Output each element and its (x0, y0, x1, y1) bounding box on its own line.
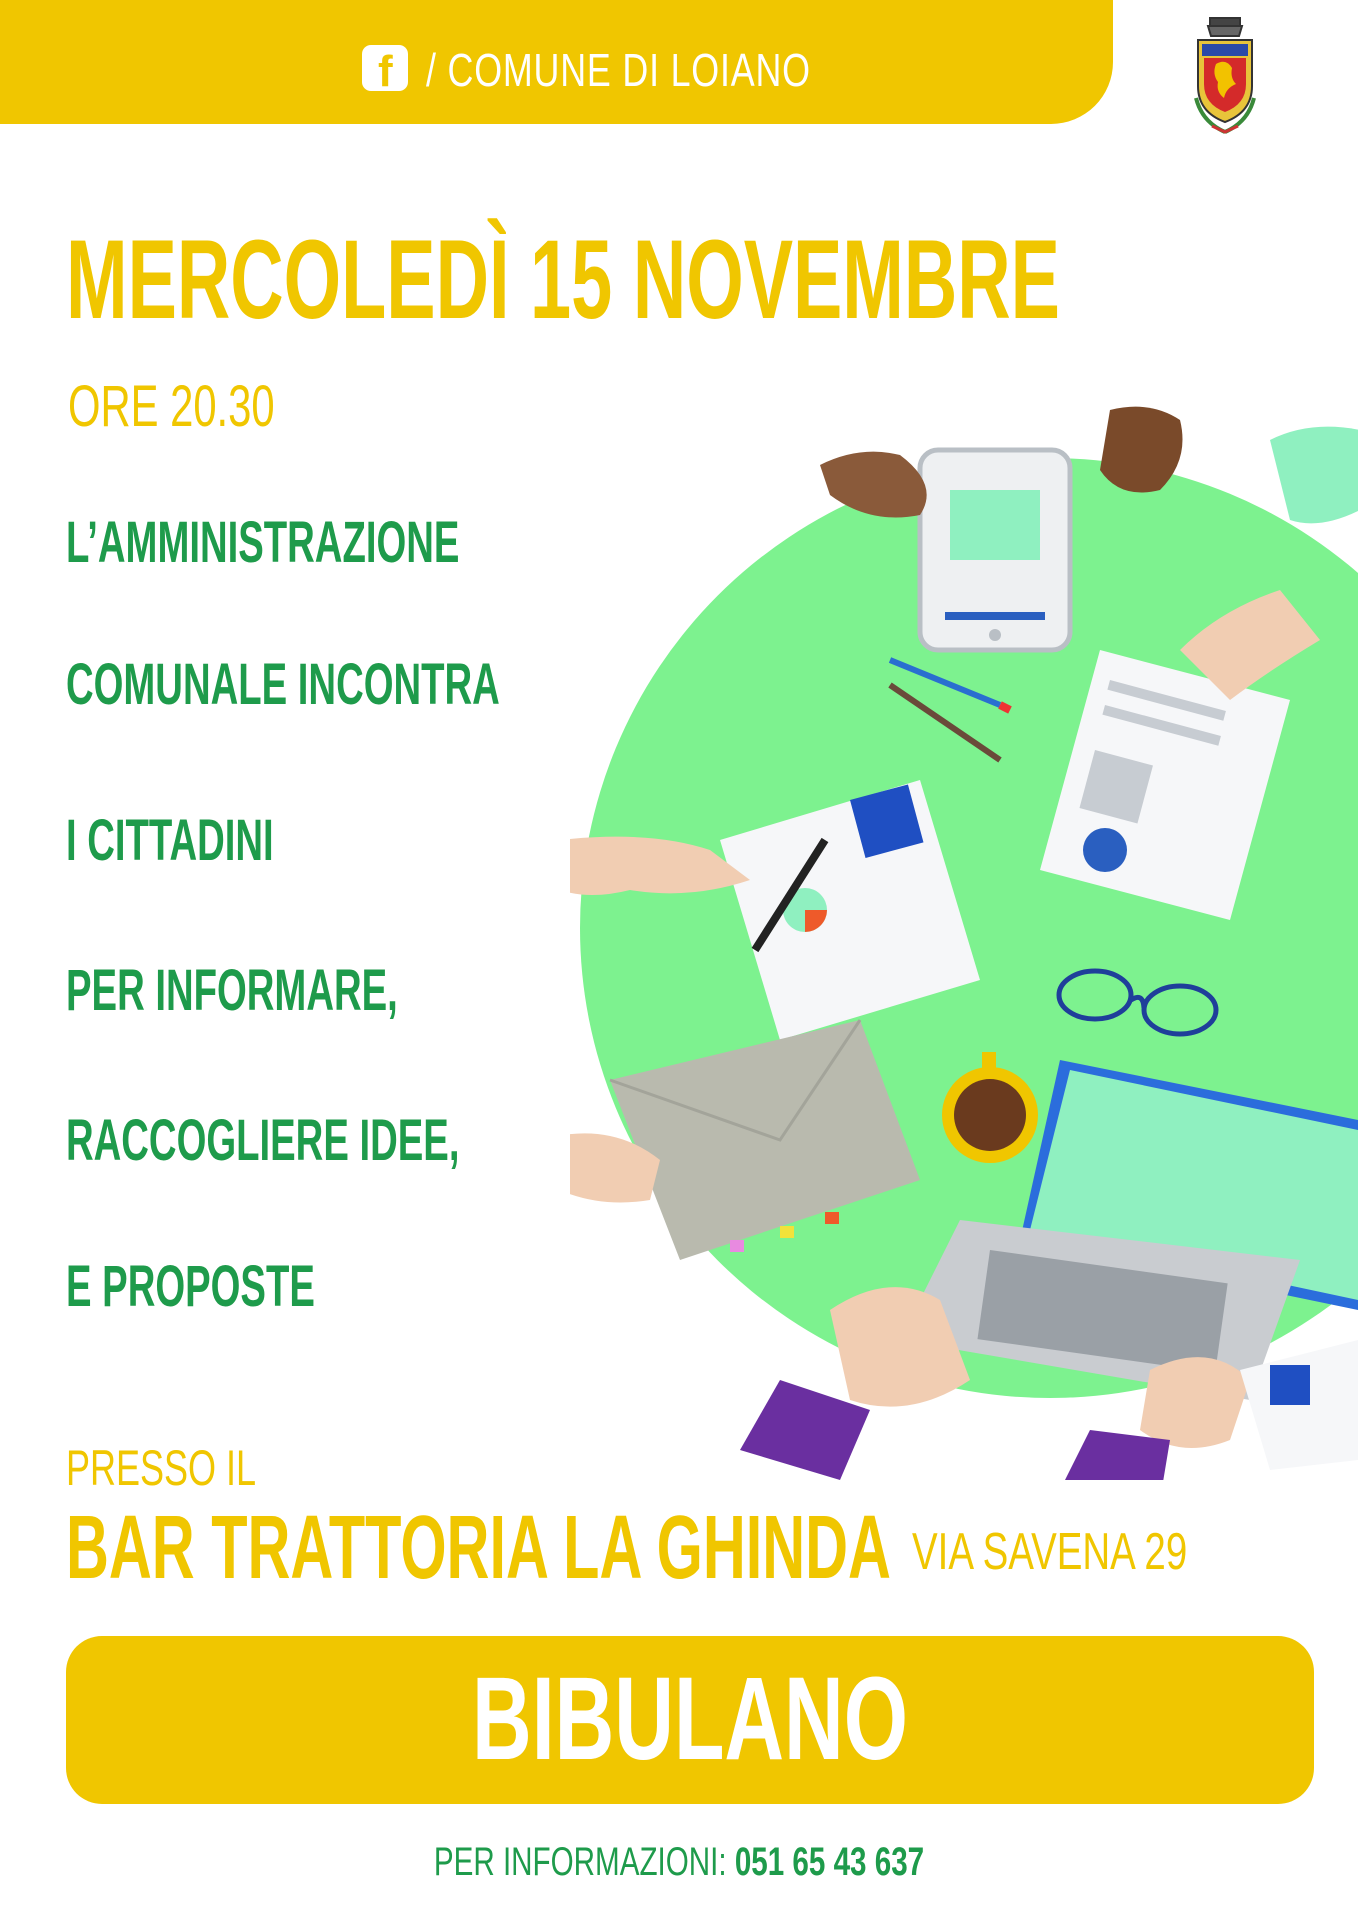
header-banner (0, 0, 1113, 124)
message-line: L’AMMINISTRAZIONE (66, 510, 460, 575)
event-time: ORE 20.30 (68, 374, 275, 439)
facebook-icon[interactable] (362, 45, 408, 96)
venue-line (66, 1500, 1326, 1600)
message-line: RACCOGLIERE IDEE, (66, 1108, 460, 1173)
venue-intro: PRESSO IL (66, 1440, 257, 1496)
event-date: MERCOLEDÌ 15 NOVEMBRE (66, 217, 1060, 342)
info-line (177, 1840, 1182, 1884)
info-phone-number[interactable]: 051 65 43 637 (734, 1840, 925, 1884)
municipal-crest-icon (1188, 14, 1262, 138)
message-line: COMUNALE INCONTRA (66, 652, 500, 717)
town-name: BIBULANO (472, 1653, 908, 1785)
header-page-name[interactable]: / COMUNE DI LOIANO (426, 44, 811, 96)
town-banner (66, 1636, 1314, 1804)
venue-address: VIA SAVENA 29 (912, 1523, 1188, 1581)
facebook-glyph: f (378, 47, 393, 96)
tablet-icon (920, 450, 1070, 650)
info-label: PER INFORMAZIONI: (433, 1840, 735, 1884)
message-line: PER INFORMARE, (66, 958, 398, 1023)
meeting-illustration (570, 380, 1358, 1480)
venue-name: BAR TRATTORIA LA GHINDA (66, 1498, 891, 1598)
message-line: I CITTADINI (66, 808, 274, 873)
message-line: E PROPOSTE (66, 1254, 315, 1319)
